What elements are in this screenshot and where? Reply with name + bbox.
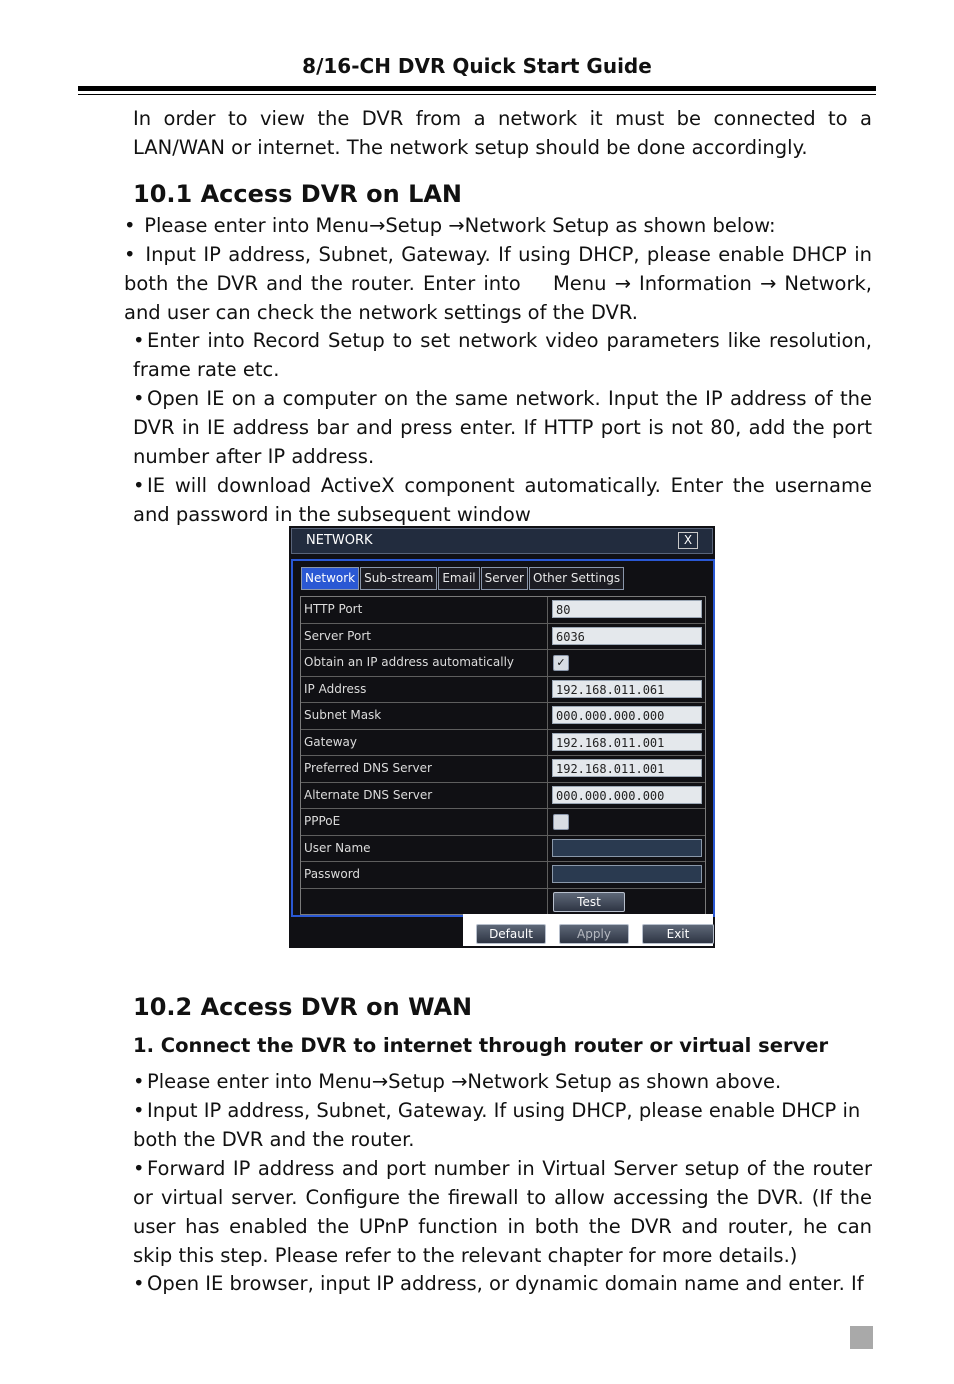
column-divider — [547, 730, 548, 756]
lan-bullet-3-text: Enter into Record Setup to set network video parameters like resolution, frame rate etc. — [133, 329, 872, 381]
wan-bullet-3-text: Forward IP address and port number in Virtual Server setup of the router or virtual server. Configure the firewall to allow accessing the DVR. (If the user has enabled the UPnP function in both the DVR and router, he can skip this step. Please refer to the relevant chapter for more details.) — [133, 1157, 872, 1267]
default-button[interactable]: Default — [476, 924, 546, 944]
field-label: Obtain an IP address automatically — [304, 655, 515, 669]
tab-email[interactable]: Email — [438, 567, 479, 590]
ip-address-input[interactable]: 192.168.011.061 — [552, 680, 702, 698]
settings-row — [301, 650, 705, 677]
section-10-2-title: 10.2 Access DVR on WAN — [133, 993, 473, 1021]
bullet-icon: • — [124, 214, 136, 237]
settings-row — [301, 862, 705, 889]
field-label: PPPoE — [304, 814, 341, 828]
column-divider — [547, 862, 548, 888]
field-label: Password — [304, 867, 361, 881]
tab-server[interactable]: Server — [481, 567, 528, 590]
column-divider — [547, 889, 548, 915]
http-port-input[interactable]: 80 — [552, 600, 702, 618]
tab-network[interactable]: Network — [301, 567, 359, 590]
column-divider — [547, 836, 548, 862]
settings-row — [301, 783, 705, 810]
page-marker — [850, 1326, 873, 1349]
settings-row — [301, 703, 705, 730]
intro-paragraph: In order to view the DVR from a network it must be connected to a LAN/WAN or internet. The network setup should be done accordingly. — [133, 107, 872, 159]
dialog-title: NETWORK — [306, 533, 373, 548]
column-divider — [547, 624, 548, 650]
bullet-icon: • — [124, 243, 136, 266]
settings-row — [301, 597, 705, 624]
settings-row — [301, 730, 705, 757]
alternate-dns-input[interactable]: 000.000.000.000 — [552, 786, 702, 804]
close-icon[interactable]: X — [678, 532, 698, 549]
wan-bullet-3 — [133, 1154, 872, 1270]
password-input[interactable] — [552, 865, 702, 883]
wan-bullet-2 — [133, 1096, 872, 1154]
tab-bar — [301, 567, 625, 589]
apply-button[interactable]: Apply — [559, 924, 629, 944]
bullet-icon: • — [133, 474, 145, 497]
column-divider — [547, 597, 548, 623]
bullet-icon: • — [133, 387, 145, 410]
settings-row — [301, 756, 705, 783]
column-divider — [547, 650, 548, 676]
exit-button[interactable]: Exit — [642, 924, 714, 944]
bullet-icon: • — [133, 329, 145, 352]
wan-bullet-4-text: Open IE browser, input IP address, or dynamic domain name and enter. If — [147, 1272, 864, 1295]
wan-bullet-1-text: Please enter into Menu→Setup →Network Setup as shown above. — [147, 1070, 782, 1093]
field-label: Preferred DNS Server — [304, 761, 432, 775]
bullet-icon: • — [133, 1099, 145, 1122]
field-label: User Name — [304, 840, 371, 855]
page-header: 8/16-CH DVR Quick Start Guide — [302, 54, 652, 78]
user-name-input[interactable] — [552, 839, 702, 857]
lan-bullet-4 — [133, 384, 872, 471]
column-divider — [547, 756, 548, 782]
lan-bullet-3 — [133, 326, 872, 384]
dialog-title-bar — [291, 528, 713, 554]
bullet-icon: • — [133, 1272, 145, 1295]
lan-bullet-2-text: Input IP address, Subnet, Gateway. If using DHCP, please enable DHCP in both the DVR and the router. Enter into Menu → Information → Network, and user can check the network settings of the DVR. — [124, 243, 872, 324]
column-divider — [547, 783, 548, 809]
preferred-dns-input[interactable]: 192.168.011.001 — [552, 759, 702, 777]
wan-subheading: 1. Connect the DVR to internet through router or virtual server — [133, 1034, 829, 1057]
subnet-mask-input[interactable]: 000.000.000.000 — [552, 706, 702, 724]
field-label: Server Port — [304, 628, 371, 643]
lan-bullet-2 — [124, 240, 872, 327]
network-dialog — [289, 526, 715, 948]
settings-row — [301, 809, 705, 836]
lan-bullet-5-text: IE will download ActiveX component automatically. Enter the username and password in the subsequent window — [133, 474, 872, 526]
header-rule-thick — [78, 86, 876, 91]
settings-row — [301, 624, 705, 651]
field-label: HTTP Port — [304, 602, 363, 616]
settings-row — [301, 889, 705, 915]
dialog-body — [291, 559, 715, 917]
bullet-icon: • — [133, 1070, 145, 1093]
field-label: Subnet Mask — [304, 708, 382, 722]
gateway-input[interactable]: 192.168.011.001 — [552, 733, 702, 751]
field-label: IP Address — [304, 681, 367, 696]
column-divider — [547, 677, 548, 703]
obtain-ip-auto-checkbox[interactable]: ✓ — [553, 655, 569, 671]
column-divider — [547, 703, 548, 729]
lan-bullet-4-text: Open IE on a computer on the same network. Input the IP address of the DVR in IE address bar and press enter. If HTTP port is not 80, add the port number after IP address. — [133, 387, 872, 468]
lan-bullet-5 — [133, 471, 872, 529]
bullet-icon: • — [133, 1157, 145, 1180]
wan-bullet-1 — [133, 1067, 872, 1096]
settings-grid — [300, 596, 706, 915]
header-rule-thin — [78, 94, 876, 95]
column-divider — [547, 809, 548, 835]
pppoe-checkbox[interactable] — [553, 814, 569, 830]
field-label: Gateway — [304, 734, 358, 749]
field-label: Alternate DNS Server — [304, 787, 433, 802]
tab-sub-stream[interactable]: Sub-stream — [360, 567, 437, 590]
tab-other-settings[interactable]: Other Settings — [529, 567, 624, 590]
wan-bullet-2-text: Input IP address, Subnet, Gateway. If using DHCP, please enable DHCP in both the DVR and the router. — [133, 1099, 861, 1151]
lan-bullet-1 — [124, 211, 872, 240]
lan-bullet-1-text: Please enter into Menu→Setup →Network Setup as shown below: — [144, 214, 776, 237]
server-port-input[interactable]: 6036 — [552, 627, 702, 645]
test-button[interactable]: Test — [553, 892, 625, 912]
settings-row — [301, 836, 705, 863]
wan-bullet-4 — [133, 1269, 872, 1298]
section-10-1-title: 10.1 Access DVR on LAN — [133, 180, 463, 208]
settings-row — [301, 677, 705, 704]
